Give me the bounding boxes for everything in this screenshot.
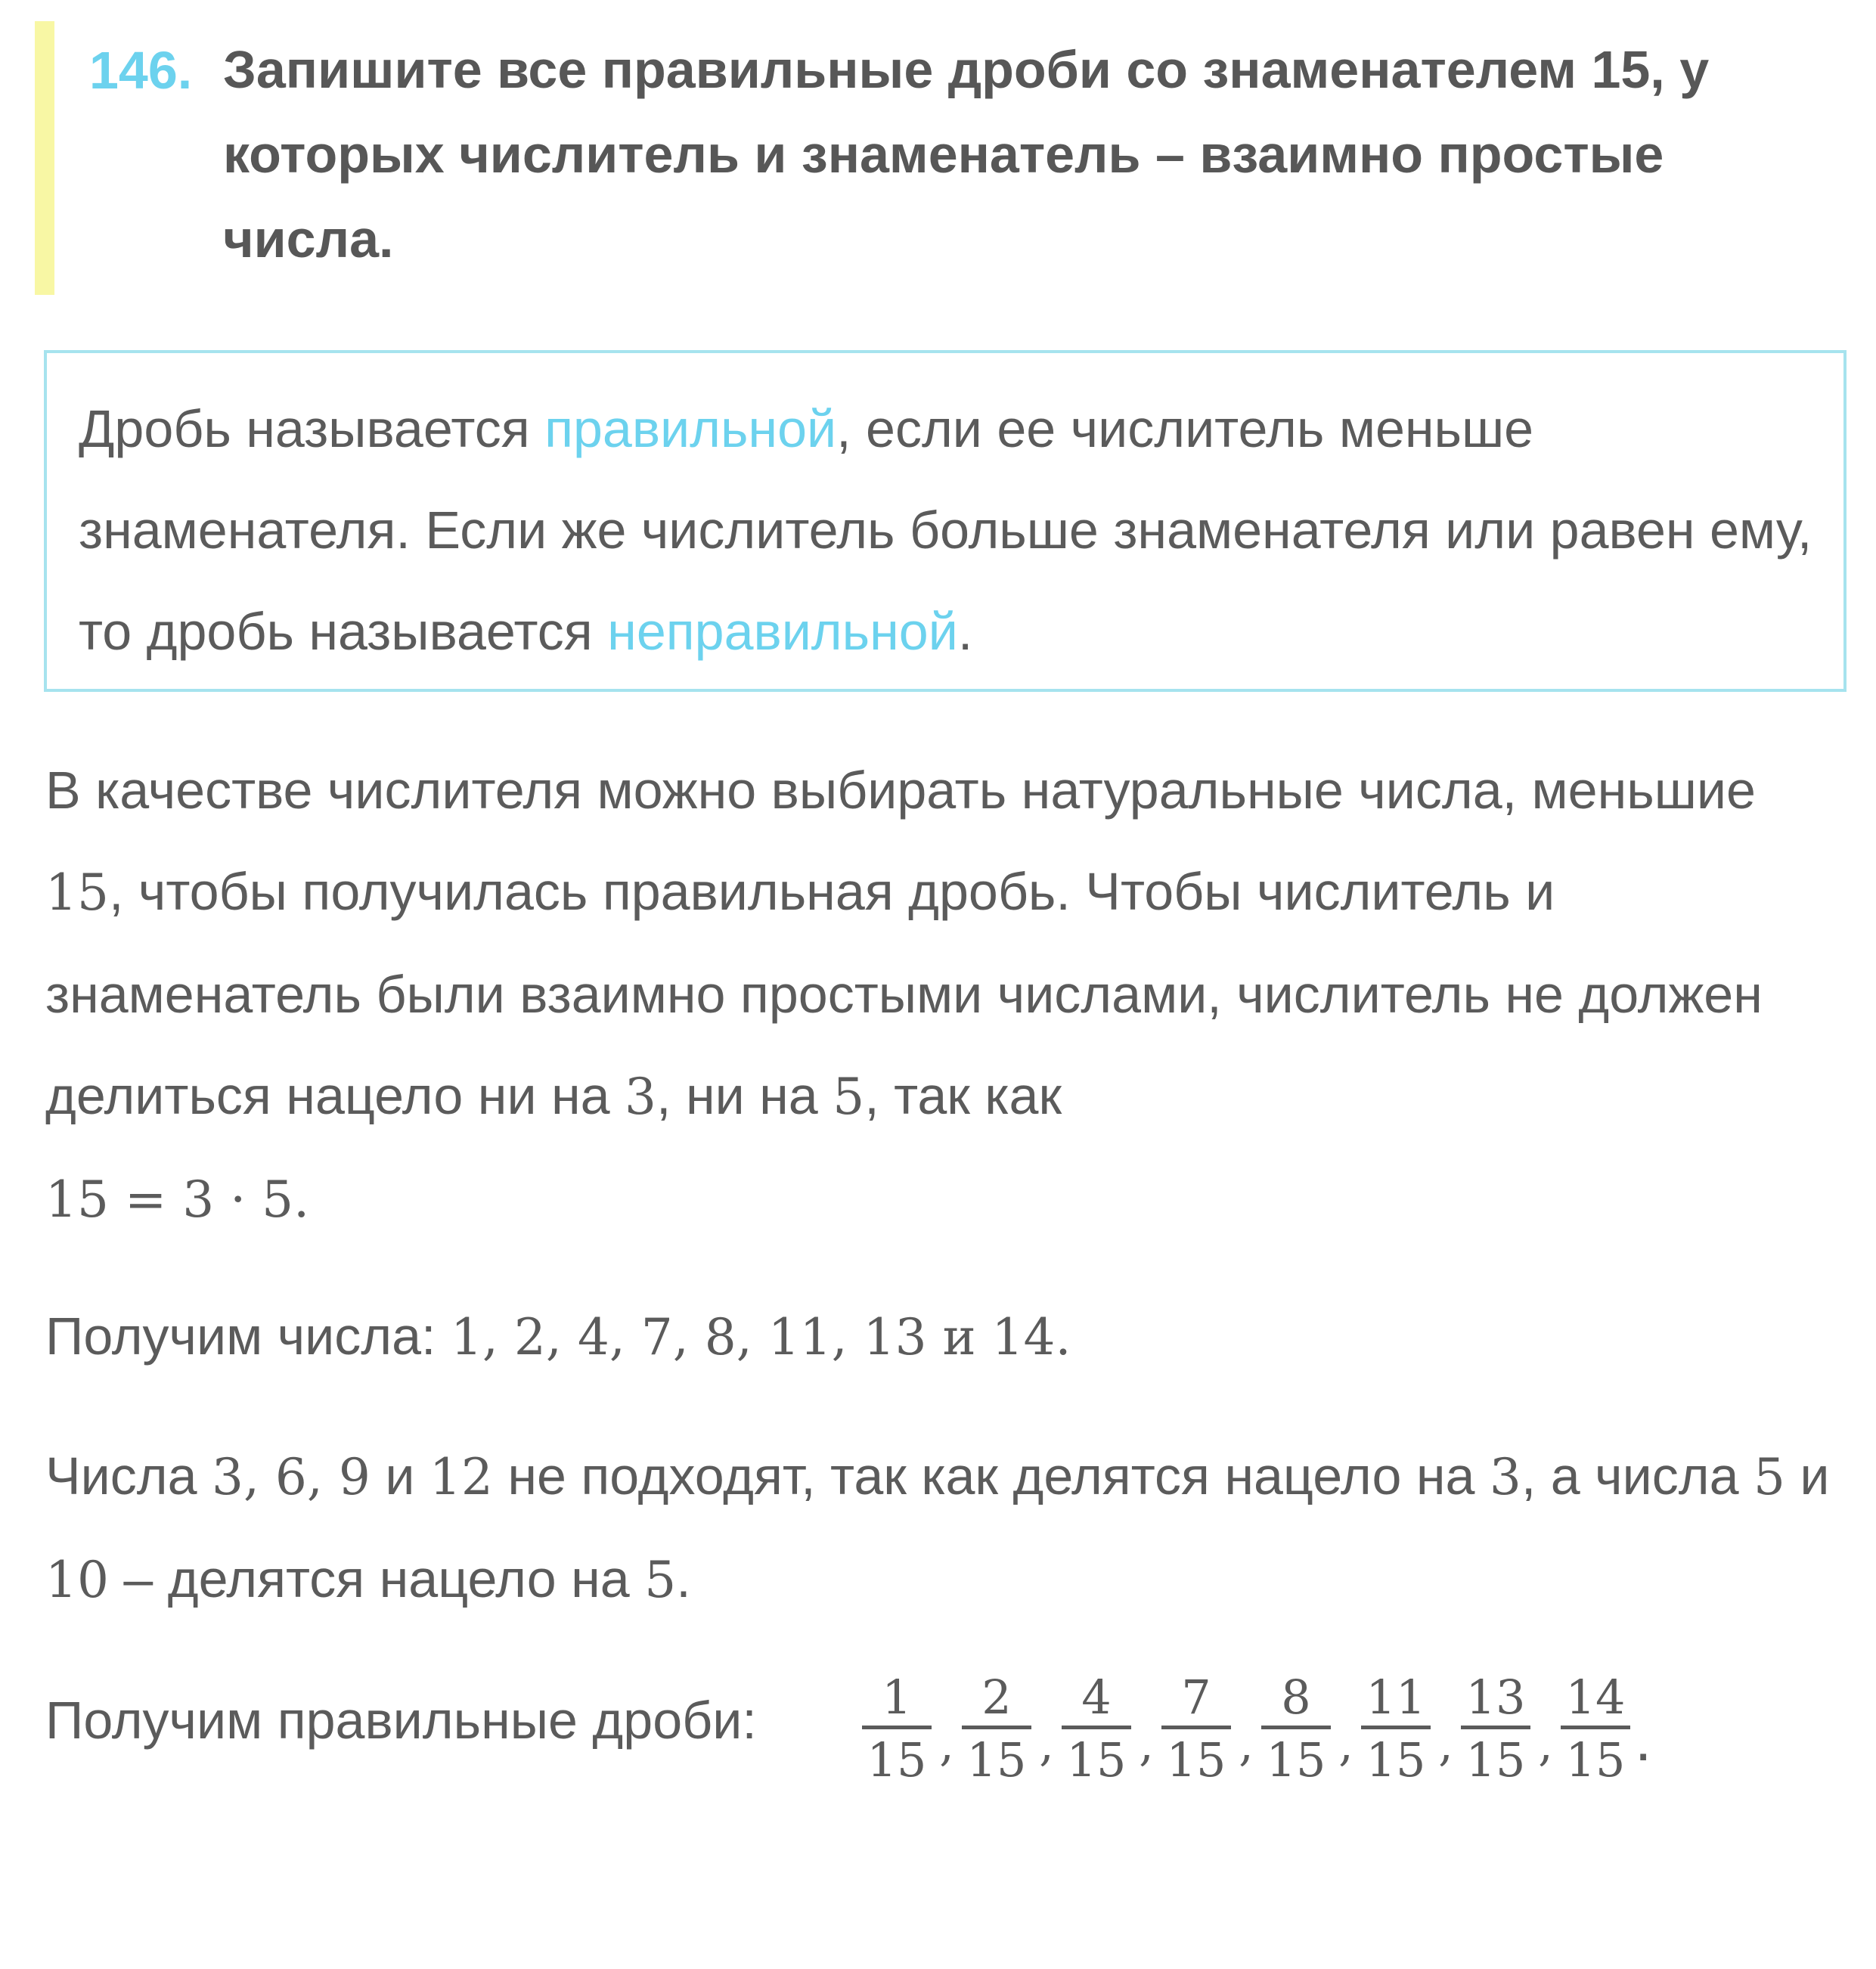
p2-text: Получим числа: (45, 1307, 451, 1366)
fraction-separator: , (1338, 1716, 1354, 1772)
p1-text-a: В качестве числителя можно выбирать натуральные числа, меньшие (45, 761, 1756, 820)
p1-text-c: , ни на (656, 1066, 833, 1125)
p1-num-3: 3 (625, 1068, 657, 1126)
p1-text-b: , чтобы получилась правильная дробь. Чтобы числитель и знаменатель были взаимно простыми числами, числитель не должен делиться нацело ни на (45, 862, 1763, 1125)
task-accent-bar (35, 21, 54, 295)
task-number: 146. (89, 41, 193, 100)
p3-text-f: – делятся нацело на (108, 1549, 645, 1608)
fraction-denominator: 15 (1366, 1732, 1426, 1788)
fraction-numerator: 11 (1366, 1669, 1426, 1725)
solution-paragraph-2 (45, 1285, 1845, 1388)
fraction-8 (1559, 1669, 1632, 1788)
fraction-denominator: 15 (867, 1732, 927, 1788)
fraction-numerator: 4 (1081, 1669, 1112, 1725)
p3-text-c: не подходят, так как делятся нацело на (492, 1447, 1490, 1505)
fraction-2 (960, 1669, 1033, 1788)
p3-num-b: 12 (429, 1448, 493, 1506)
fraction-1 (860, 1669, 933, 1788)
fraction-4 (1160, 1669, 1233, 1788)
fraction-separator: , (1538, 1716, 1553, 1772)
fraction-denominator: 15 (1266, 1732, 1326, 1788)
p3-text-d: , а числа (1521, 1447, 1754, 1505)
p3-num-c: 3 (1489, 1448, 1521, 1506)
p2-numbers: 1, 2, 4, 7, 8, 11, 13 и 14. (450, 1308, 1071, 1366)
fractions-list (860, 1660, 1651, 1797)
rule-part1: Дробь называется (79, 399, 545, 458)
fraction-separator: , (939, 1716, 954, 1772)
p1-equation: 15 = 3 · 5. (45, 1171, 310, 1229)
p3-num-d: 5 (1753, 1448, 1785, 1506)
rule-part3: . (957, 602, 973, 661)
p1-num-5: 5 (833, 1068, 865, 1126)
p3-text-e: и (1785, 1447, 1830, 1505)
fraction-separator: , (1438, 1716, 1453, 1772)
fractions-label: Получим правильные дроби: (45, 1691, 757, 1750)
fraction-numerator: 1 (882, 1669, 912, 1725)
p1-num-15: 15 (45, 864, 109, 922)
p3-text-g: . (676, 1549, 691, 1608)
fraction-numerator: 7 (1181, 1669, 1211, 1725)
fraction-denominator: 15 (1066, 1732, 1127, 1788)
fraction-numerator: 8 (1281, 1669, 1311, 1725)
rule-term-proper: правильной (544, 399, 837, 458)
fraction-separator: , (1239, 1716, 1254, 1772)
fraction-denominator: 15 (1465, 1732, 1526, 1788)
p3-text-a: Числа (45, 1447, 212, 1505)
rule-text (79, 378, 1840, 682)
fraction-denominator: 15 (966, 1732, 1027, 1788)
fraction-6 (1360, 1669, 1432, 1788)
solution-paragraph-1 (45, 740, 1845, 1251)
p3-num-f: 5 (644, 1551, 677, 1609)
fraction-3 (1060, 1669, 1133, 1788)
fraction-denominator: 15 (1166, 1732, 1226, 1788)
fraction-numerator: 13 (1465, 1669, 1526, 1725)
fraction-separator: , (1039, 1716, 1054, 1772)
p1-text-d: , так как (864, 1066, 1062, 1125)
fraction-denominator: 15 (1565, 1732, 1626, 1788)
rule-term-improper: неправильной (607, 602, 958, 661)
solution-paragraph-3 (45, 1425, 1845, 1631)
task-text: Запишите все правильные дроби со знаменателем 15, у которых числитель и знаменатель – взаимно простые числа. (223, 40, 1710, 268)
fraction-end-dot: . (1635, 1706, 1652, 1773)
p3-num-a: 3, 6, 9 (211, 1448, 371, 1506)
p3-text-b: и (370, 1447, 429, 1505)
p3-num-e: 10 (45, 1551, 109, 1609)
fraction-numerator: 14 (1565, 1669, 1626, 1725)
fraction-7 (1459, 1669, 1532, 1788)
fraction-separator: , (1139, 1716, 1154, 1772)
fraction-5 (1260, 1669, 1332, 1788)
rule-part2: , если ее числитель меньше знаменателя. Если же числитель больше знаменателя или равен ему, то дробь называется (79, 399, 1812, 661)
fraction-numerator: 2 (981, 1669, 1012, 1725)
